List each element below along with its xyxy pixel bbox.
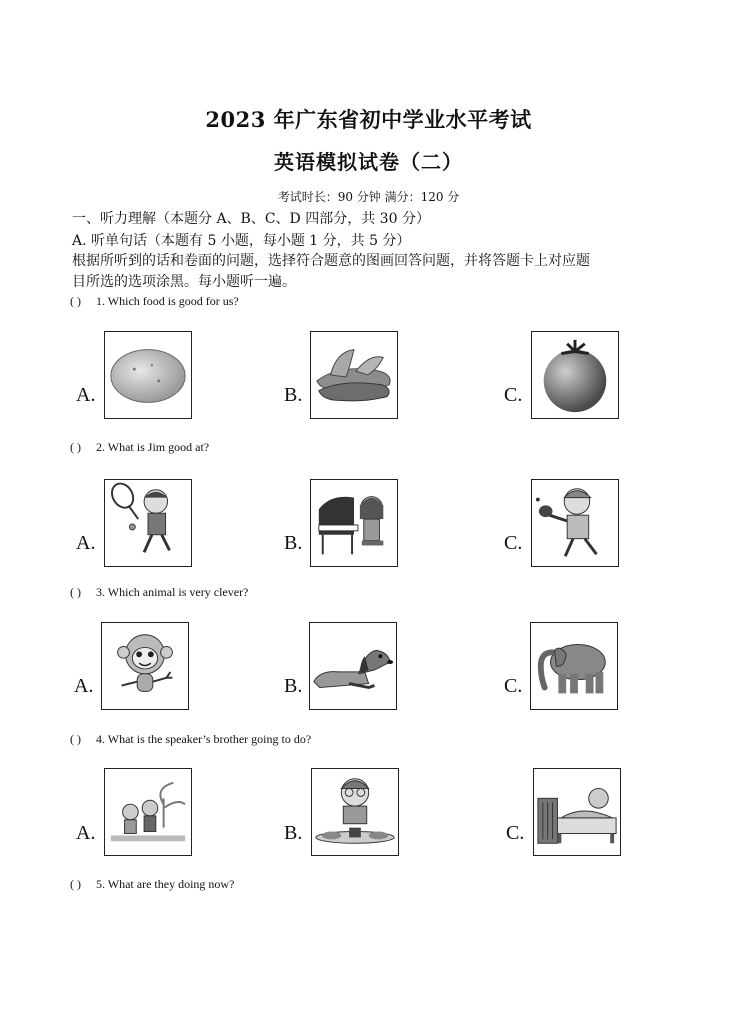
piano-girl-picture[interactable]: [310, 479, 398, 567]
option-letter: C.: [504, 675, 523, 697]
option-letter: A.: [76, 532, 96, 554]
dog-picture[interactable]: [309, 622, 397, 710]
question-2: [70, 440, 209, 455]
option-letter: B.: [284, 822, 303, 844]
question-text: 5. What are they doing now?: [96, 877, 235, 891]
vegetable-picture[interactable]: [310, 331, 398, 419]
answer-blank[interactable]: ( ): [70, 585, 81, 599]
option-letter: C.: [506, 822, 525, 844]
tennis-boy-picture[interactable]: [104, 479, 192, 567]
sleeping-bed-picture[interactable]: [533, 768, 621, 856]
tomato-picture[interactable]: [531, 331, 619, 419]
answer-blank[interactable]: ( ): [70, 877, 81, 891]
eating-boy-picture[interactable]: [311, 768, 399, 856]
option-letter: C.: [504, 384, 523, 406]
potato-picture[interactable]: [104, 331, 192, 419]
exam-info: 考试时长：90 分钟 满分：120 分: [277, 190, 460, 204]
option-letter: B.: [284, 532, 303, 554]
question-5: [70, 877, 234, 892]
question-text: 4. What is the speaker’s brother going to do?: [96, 732, 312, 746]
planting-kids-picture[interactable]: [104, 768, 192, 856]
section-heading: 一、听力理解（本题分 A、B、C、D 四部分，共 30 分）: [72, 211, 430, 227]
exam-title: 2023 年广东省初中学业水平考试: [205, 107, 532, 132]
answer-blank[interactable]: ( ): [70, 732, 81, 746]
question-3: [70, 585, 248, 600]
option-letter: A.: [74, 675, 94, 697]
question-1: [70, 294, 239, 309]
option-letter: B.: [284, 384, 303, 406]
option-letter: A.: [76, 384, 96, 406]
question-4: [70, 732, 311, 747]
option-letter: C.: [504, 532, 523, 554]
question-text: 3. Which animal is very clever?: [96, 585, 249, 599]
question-text: 1. Which food is good for us?: [96, 294, 239, 308]
elephant-picture[interactable]: [530, 622, 618, 710]
monkey-picture[interactable]: [101, 622, 189, 710]
part-a-heading: A. 听单句话（本题有 5 小题，每小题 1 分，共 5 分）: [72, 233, 411, 249]
answer-blank[interactable]: ( ): [70, 294, 81, 308]
option-letter: A.: [76, 822, 96, 844]
option-letter: B.: [284, 675, 303, 697]
answer-blank[interactable]: ( ): [70, 440, 81, 454]
exam-subtitle: 英语模拟试卷（二）: [274, 150, 463, 174]
instruction-line-1: 根据所听到的话和卷面的问题，选择符合题意的图画回答问题，并将答题卡上对应题: [72, 253, 590, 269]
instruction-line-2: 目所选的选项涂黑。每小题听一遍。: [72, 274, 296, 290]
ping-pong-boy-picture[interactable]: [531, 479, 619, 567]
question-text: 2. What is Jim good at?: [96, 440, 210, 454]
